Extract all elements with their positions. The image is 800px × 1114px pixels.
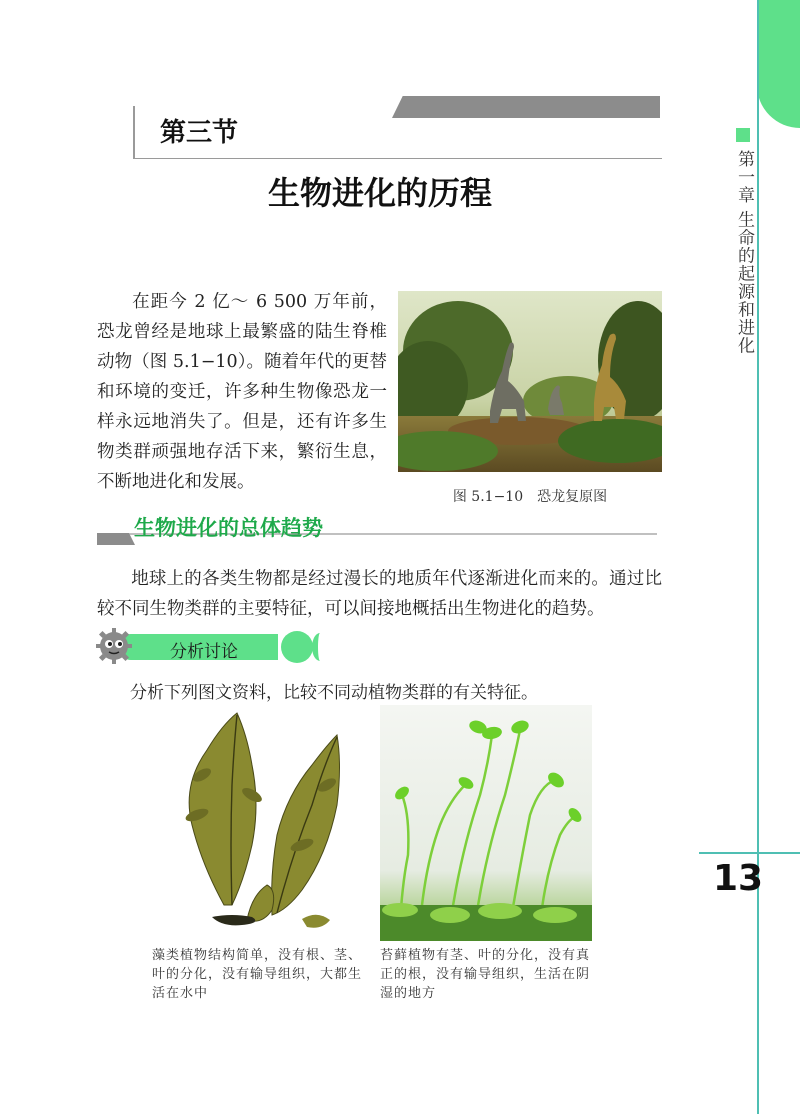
discussion-instruction: 分析下列图文资料，比较不同动植物类群的有关特征。 xyxy=(130,683,538,703)
section-label: 第三节 xyxy=(160,118,239,148)
algae-caption: 藻类植物结构简单，没有根、茎、叶的分化，没有输导组织，大都生活在水中 xyxy=(152,948,363,1001)
gear-mascot-icon xyxy=(94,626,136,666)
discussion-circle xyxy=(281,631,313,663)
moss-caption: 苔藓植物有茎、叶的分化，没有真正的根，没有输导组织，生活在阴湿的地方 xyxy=(380,948,591,1001)
intro-paragraph: 在距今 2 亿～ 6 500 万年前，恐龙曾经是地球上最繁盛的陆生脊椎动物（图 5.1−10）。随着年代的更替和环境的变迁，许多种生物像恐龙一样永远地消失了。但是，还有许多生物类群顽强地存活下来，繁衍生息，不断地进化和发展。 xyxy=(97,292,387,492)
page-title: 生物进化的历程 xyxy=(267,174,492,212)
subheading: 生物进化的总体趋势 xyxy=(134,516,323,540)
body-paragraph: 地球上的各类生物都是经过漫长的地质年代逐渐进化而来的。通过比较不同生物类群的主要特征，可以间接地概括出生物进化的趋势。 xyxy=(97,569,662,619)
page-number: 13 xyxy=(713,858,764,899)
algae-photo xyxy=(152,705,364,941)
chapter-title: 第一章 生命的起源和进化 xyxy=(734,150,754,355)
discussion-label: 分析讨论 xyxy=(170,642,238,662)
figure-caption: 图 5.1−10 恐龙复原图 xyxy=(452,489,608,505)
discussion-crescent xyxy=(312,633,328,661)
moss-photo xyxy=(380,705,592,941)
dinosaur-illustration xyxy=(398,291,662,472)
chapter-band-tab xyxy=(757,0,800,128)
page-number-divider xyxy=(699,852,800,854)
chapter-marker-square xyxy=(736,128,750,142)
